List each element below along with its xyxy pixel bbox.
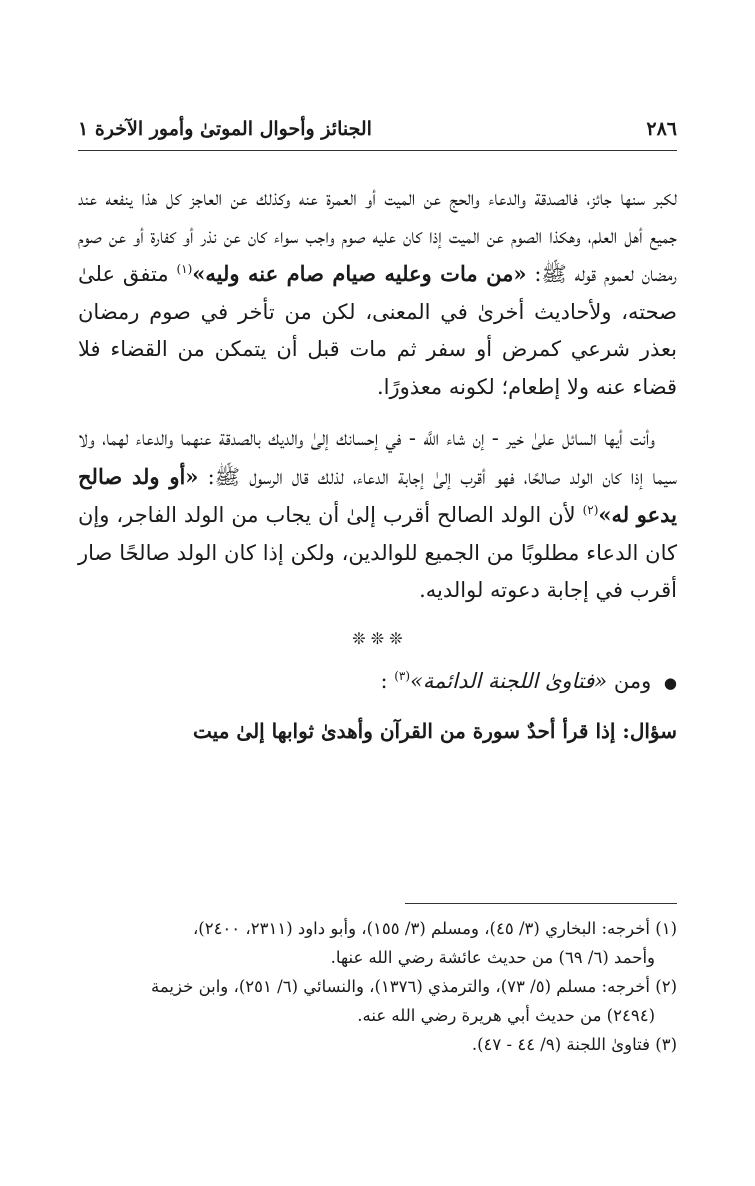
bullet-icon: ● xyxy=(663,674,677,692)
paragraph-2-text-b: لأن الولد الصالح أقرب إلىٰ أن يجاب من الولد الفاجر، وإن كان الدعاء مطلوبًا من الجميع للوالدين، ولكن إذا كان الولد صالحًا صار أقرب في إجابة دعوته لوالديه. xyxy=(78,503,677,602)
footnote-2 xyxy=(78,972,677,1030)
fatawa-colon: : xyxy=(380,669,388,693)
footnote-ref-3: (٣) xyxy=(394,669,411,683)
running-header xyxy=(78,118,677,144)
footnote-1-line-1: (١) أخرجه: البخاري (٣/ ٤٥)، ومسلم (٣/ ١٥٥)، وأبو داود (٢٣١١، ٢٤٠٠)، xyxy=(192,919,677,938)
paragraph-1-text-b: متفق علىٰ صحته، ولأحاديث أخرىٰ في المعنى، لكن من تأخر في صوم رمضان بعذر شرعي كمرض أو سفر ثم مات قبل أن يتمكن من القضاء فلا قضاء عنه ولا إطعام؛ لكونه معذورًا. xyxy=(78,262,677,399)
footnote-3 xyxy=(78,1030,677,1059)
main-text xyxy=(78,180,677,750)
fatawa-title: «فتاوىٰ اللجنة الدائمة» xyxy=(410,669,608,693)
footnote-3-line-1: (٣) فتاوىٰ اللجنة (٩/ ٤٤ - ٤٧). xyxy=(471,1035,677,1054)
page-number: ٢٨٦ xyxy=(646,118,677,140)
footnote-1 xyxy=(78,914,677,972)
footnote-ref-2: (٢) xyxy=(582,503,599,517)
footnotes xyxy=(78,914,677,1059)
question-heading: سؤال: إذا قرأ أحدٌ سورة من القرآن وأهدىٰ ثوابها إلىٰ ميت xyxy=(193,718,677,743)
fatawa-heading xyxy=(78,663,677,703)
footnote-2-line-2: (٢٤٩٤) من حديث أبي هريرة رضي الله عنه. xyxy=(357,1006,655,1025)
paragraph-1-text-a: لكبر سنها جائز، فالصدقة والدعاء والحج عن الميت أو العمرة عنه وكذلك عن العاجز كل هذا ينفعه عند جميع أهل العلم، وهكذا الصوم عن الميت إذا كان عليه صوم واجب سواء كان عن نذر أو كفارة أو عن صوم رمضان لعموم قوله ﷺ: xyxy=(78,186,677,286)
hadith-quote-1: «من مات وعليه صيام صام عنه وليه» xyxy=(192,261,527,286)
footnote-2-line-1: (٢) أخرجه: مسلم (٥/ ٧٣)، والترمذي (١٣٧٦)، والنسائي (٦/ ٢٥١)، وابن خزيمة xyxy=(151,977,677,996)
hadith-quote-2: «أو ولد صالح يدعو له» xyxy=(78,463,677,527)
section-separator: ❊ ❊ ❊ xyxy=(352,628,403,648)
running-title: الجنائز وأحوال الموتىٰ وأمور الآخرة ١ xyxy=(78,118,372,140)
footnote-rule xyxy=(405,903,677,904)
paragraph-2 xyxy=(78,420,677,610)
paragraph-2-text-a: وأنت أيها السائل علىٰ خير - إن شاء اللَّه - في إحسانك إلىٰ والديك بالصدقة عنهما والدعاء لهما، ولا سيما إذا كان الولد صالحًا، فهو أقرب إلىٰ إجابة الدعاء، لذلك قال الرسول ﷺ: xyxy=(78,426,677,489)
header-rule xyxy=(78,150,677,151)
footnote-1-line-2: وأحمد (٦/ ٦٩) من حديث عائشة رضي الله عنها. xyxy=(330,948,655,967)
paragraph-1 xyxy=(78,180,677,406)
fatawa-prefix: ومن xyxy=(613,669,652,693)
footnote-ref-1: (١) xyxy=(176,262,193,276)
